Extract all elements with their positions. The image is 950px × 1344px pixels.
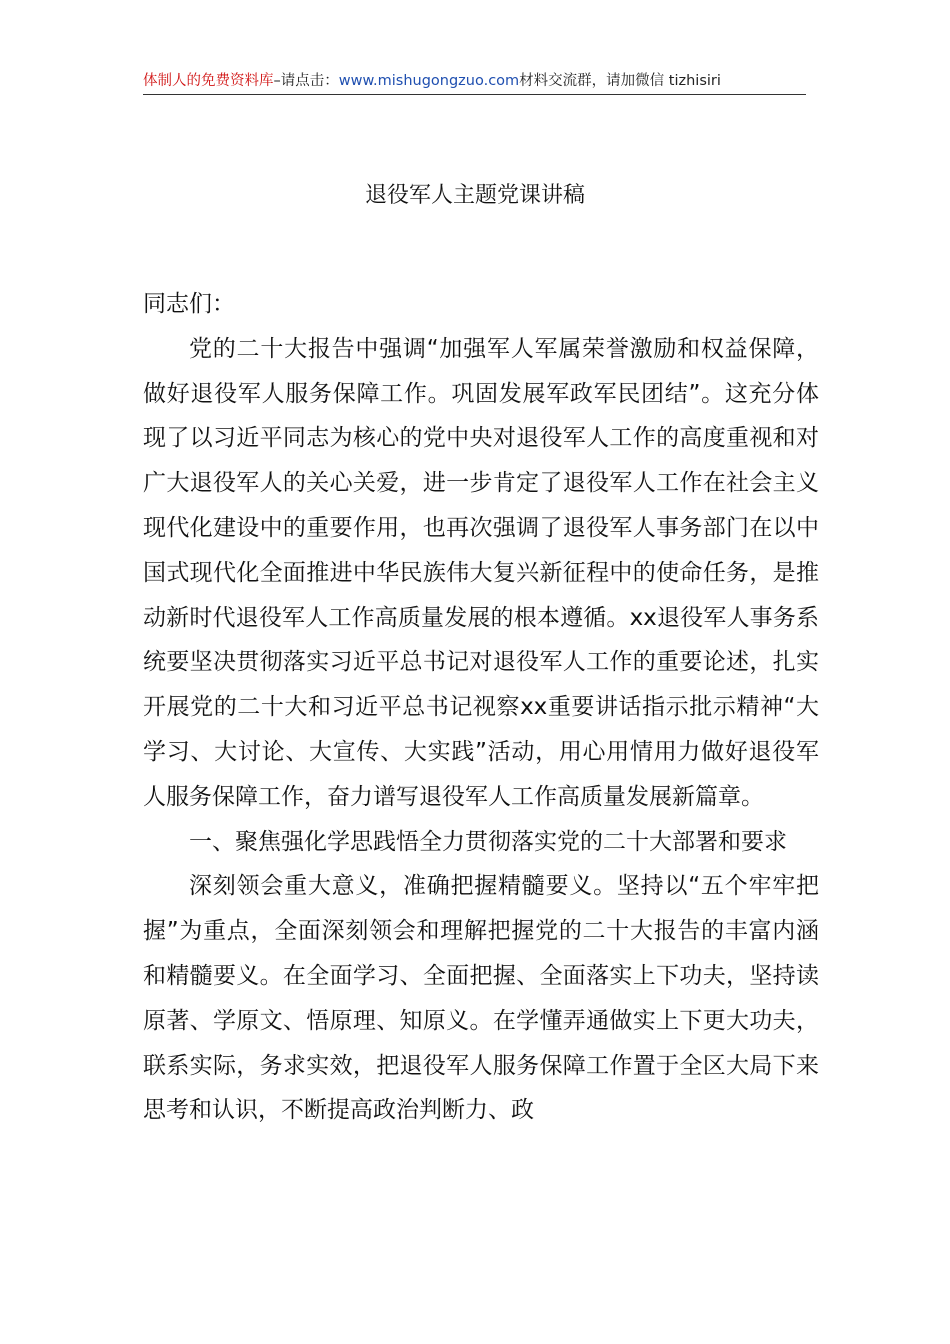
header-note: 材料交流群，请加微信 tizhisiri bbox=[519, 73, 721, 89]
document-title: 退役军人主题党课讲稿 bbox=[364, 183, 585, 208]
salutation: 同志们： bbox=[143, 291, 235, 317]
header-link[interactable]: www.mishugongzuo.com bbox=[338, 73, 520, 89]
paragraph-intro: 党的二十大报告中强调“加强军人军属荣誉激励和权益保障，做好退役军人服务保障工作。巩固发展军政军民团结”。这充分体现了以习近平同志为核心的党中央对退役军人工作的高度重视和对广大退役军人的关心关爱，进一步肯定了退役军人工作在社会主义现代化建设中的重要作用，也再次强调了退役军人事务部门在以中国式现代化全面推进中华民族伟大复兴新征程中的使命任务，是推动新时代退役军人工作高质量发展的根本遵循。xx退役军人事务系统要坚决贯彻落实习近平总书记对退役军人工作的重要论述，扎实开展党的二十大和习近平总书记视察xx重要讲话指示批示精神“大学习、大讨论、大宣传、大实践”活动，用心用情用力做好退役军人服务保障工作，奋力谱写退役军人工作高质量发展新篇章。 bbox=[143, 335, 819, 810]
page-header bbox=[143, 70, 806, 95]
header-prompt: –请点击： bbox=[273, 73, 339, 89]
section-heading-1: 一、聚焦强化学思践悟全力贯彻落实党的二十大部署和要求 bbox=[189, 828, 787, 855]
document-body bbox=[143, 282, 819, 1133]
paragraph-section-1: 深刻领会重大意义，准确把握精髓要义。坚持以“五个牢牢把握”为重点，全面深刻领会和理解把握党的二十大报告的丰富内涵和精髓要义。在全面学习、全面把握、全面落实上下功夫，坚持读原著、学原文、悟原理、知原义。在学懂弄通做实上下更大功夫，联系实际，务求实效，把退役军人服务保障工作置于全区大局下来思考和认识，不断提高政治判断力、政 bbox=[143, 873, 819, 1124]
header-brand: 体制人的免费资料库 bbox=[143, 73, 274, 89]
